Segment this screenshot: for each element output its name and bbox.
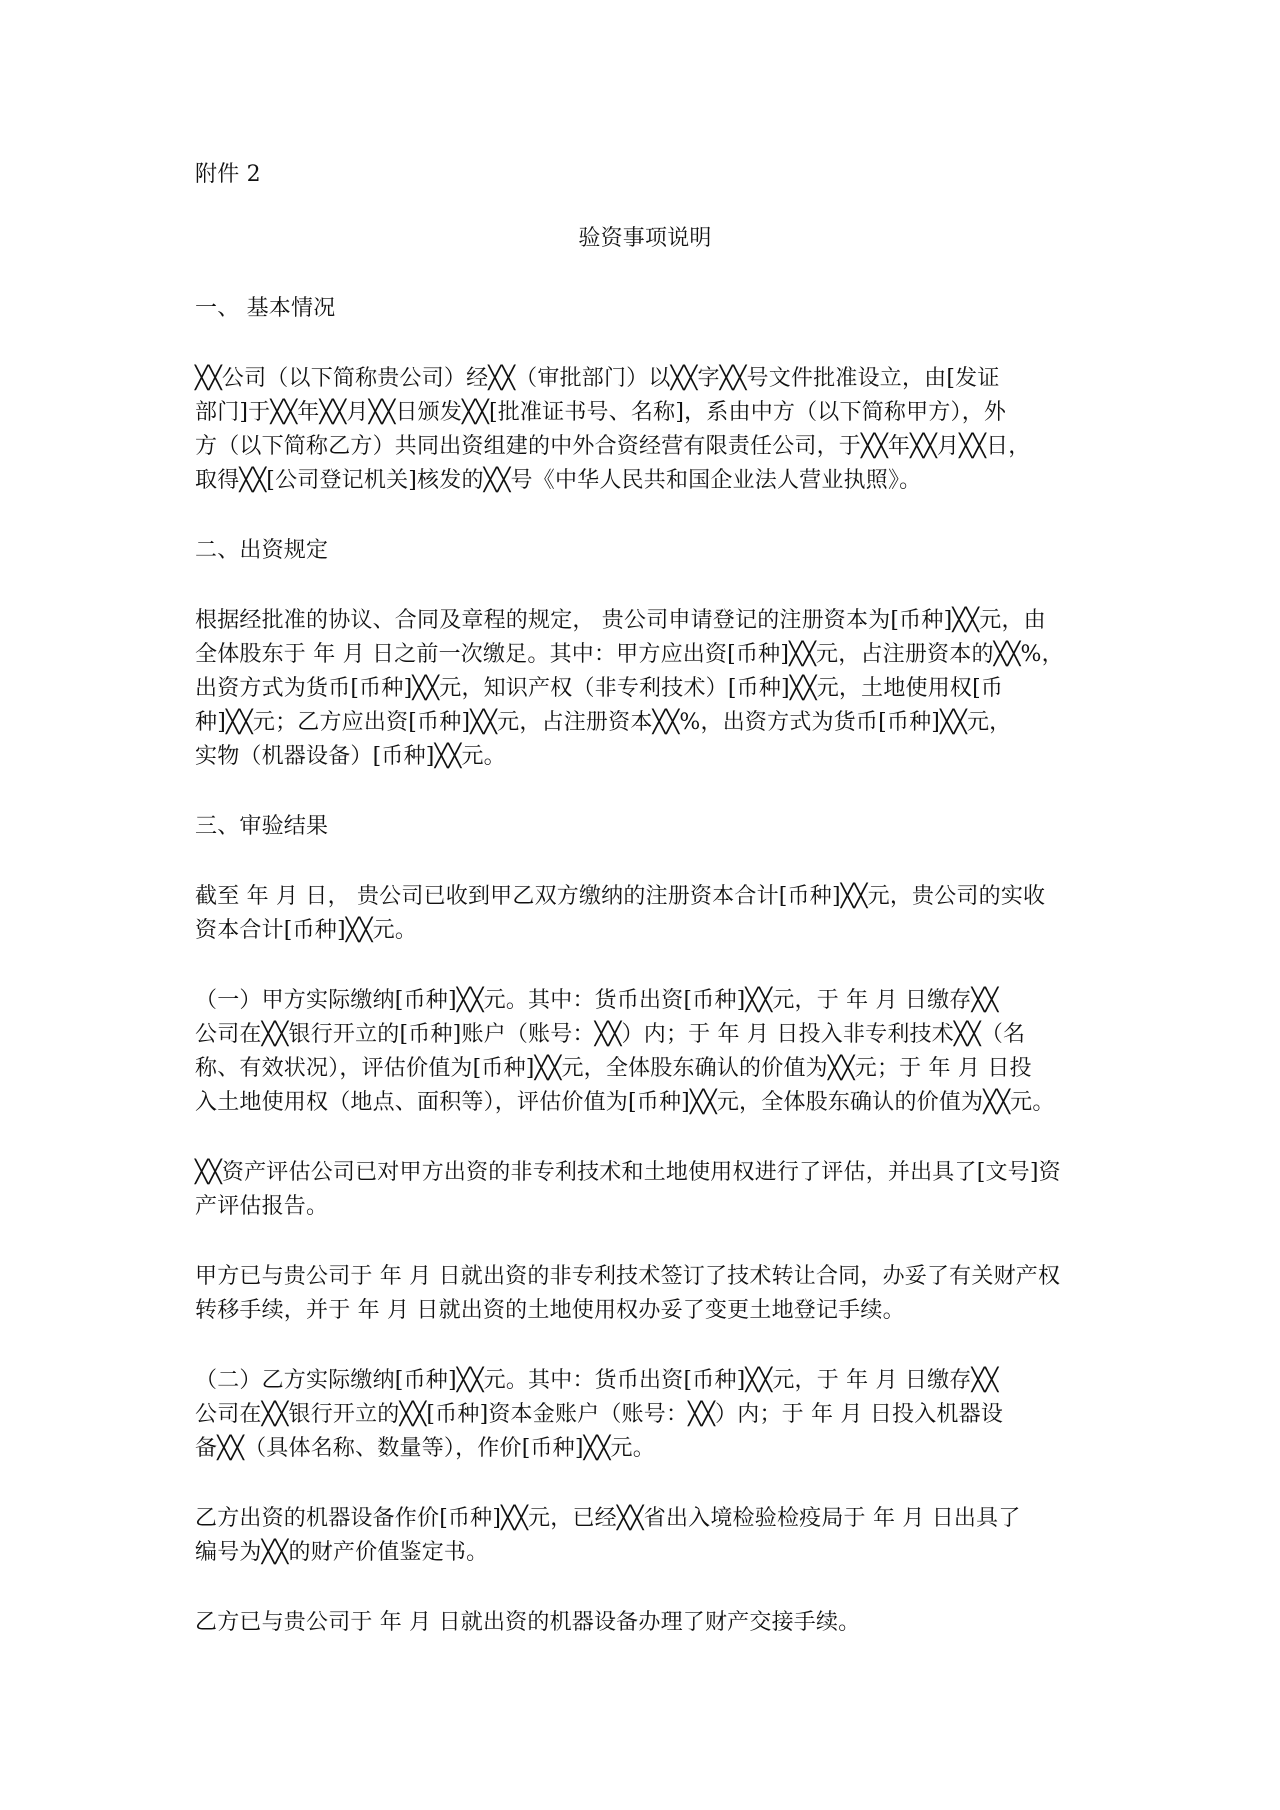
text-line: 根据经批准的协议、合同及章程的规定， 贵公司申请登记的注册资本为[币种]╳╳元，由 [195, 608, 1046, 633]
paragraph-party-b-contribution [195, 1364, 1095, 1466]
text-line: ╳╳资产评估公司已对甲方出资的非专利技术和土地使用权进行了评估，并出具了[文号]资 [195, 1160, 1061, 1185]
paragraph-asset-appraisal [195, 1156, 1095, 1224]
text-line: 入土地使用权（地点、面积等），评估价值为[币种]╳╳元，全体股东确认的价值为╳╳元。 [195, 1090, 1055, 1115]
section-heading-audit-results: 三、审验结果 [195, 814, 329, 839]
text-line: 截至 年 月 日， 贵公司已收到甲乙双方缴纳的注册资本合计[币种]╳╳元，贵公司的实收 [195, 884, 1046, 909]
paragraph-equipment-handover [195, 1606, 1095, 1640]
document-body [195, 158, 1095, 1676]
paragraph-audit-summary [195, 880, 1095, 948]
text-line: ╳╳公司（以下简称贵公司）经╳╳（审批部门）以╳╳字╳╳号文件批准设立，由[发证 [195, 366, 1000, 391]
text-line: 实物（机器设备）[币种]╳╳元。 [195, 744, 506, 769]
text-line: 方（以下简称乙方）共同出资组建的中外合资经营有限责任公司，于╳╳年╳╳月╳╳日， [195, 434, 1031, 459]
text-line: 乙方出资的机器设备作价[币种]╳╳元，已经╳╳省出入境检验检疫局于 年 月 日出具了 [195, 1506, 1021, 1531]
text-line: （二）乙方实际缴纳[币种]╳╳元。其中：货币出资[币种]╳╳元，于 年 月 日缴存╳╳ [195, 1368, 999, 1393]
paragraph-equipment-appraisal [195, 1502, 1095, 1570]
text-line: 甲方已与贵公司于 年 月 日就出资的非专利技术签订了技术转让合同，办妥了有关财产权 [195, 1264, 1061, 1289]
text-line: 转移手续，并于 年 月 日就出资的土地使用权办妥了变更土地登记手续。 [195, 1298, 905, 1323]
text-line: 备╳╳（具体名称、数量等），作价[币种]╳╳元。 [195, 1436, 655, 1461]
paragraph-party-a-contribution [195, 984, 1095, 1120]
text-line: （一）甲方实际缴纳[币种]╳╳元。其中：货币出资[币种]╳╳元，于 年 月 日缴存╳╳ [195, 988, 999, 1013]
text-line: 编号为╳╳的财产价值鉴定书。 [195, 1540, 489, 1565]
text-line: 产评估报告。 [195, 1194, 329, 1219]
text-line: 取得╳╳[公司登记机关]核发的╳╳号《中华人民共和国企业法人营业执照》。 [195, 468, 922, 493]
paragraph-basic-info [195, 362, 1095, 498]
text-line: 公司在╳╳银行开立的[币种]账户（账号：╳╳）内；于 年 月 日投入非专利技术╳╳（名 [195, 1022, 1026, 1047]
document-title: 验资事项说明 [578, 226, 712, 251]
section-heading-capital-rules: 二、出资规定 [195, 538, 329, 563]
text-line: 公司在╳╳银行开立的╳╳[币种]资本金账户（账号：╳╳）内；于 年 月 日投入机器设 [195, 1402, 1004, 1427]
text-line: 全体股东于 年 月 日之前一次缴足。其中：甲方应出资[币种]╳╳元，占注册资本的╳╳%， [195, 642, 1064, 667]
section-heading-basic-info: 一、 基本情况 [195, 296, 336, 321]
text-line: 部门]于╳╳年╳╳月╳╳日颁发╳╳[批准证书号、名称]，系由中方（以下简称甲方），外 [195, 400, 1007, 425]
text-line: 称、有效状况），评估价值为[币种]╳╳元，全体股东确认的价值为╳╳元；于 年 月 日投 [195, 1056, 1032, 1081]
text-line: 种]╳╳元；乙方应出资[币种]╳╳元，占注册资本╳╳%，出资方式为货币[币种]╳╳元， [195, 710, 1012, 735]
text-line: 出资方式为货币[币种]╳╳元，知识产权（非专利技术）[币种]╳╳元，土地使用权[币 [195, 676, 1004, 701]
text-line: 乙方已与贵公司于 年 月 日就出资的机器设备办理了财产交接手续。 [195, 1610, 861, 1635]
paragraph-party-a-transfer [195, 1260, 1095, 1328]
paragraph-capital-rules [195, 604, 1095, 774]
attachment-label: 附件 2 [195, 162, 261, 187]
text-line: 资本合计[币种]╳╳元。 [195, 918, 418, 943]
